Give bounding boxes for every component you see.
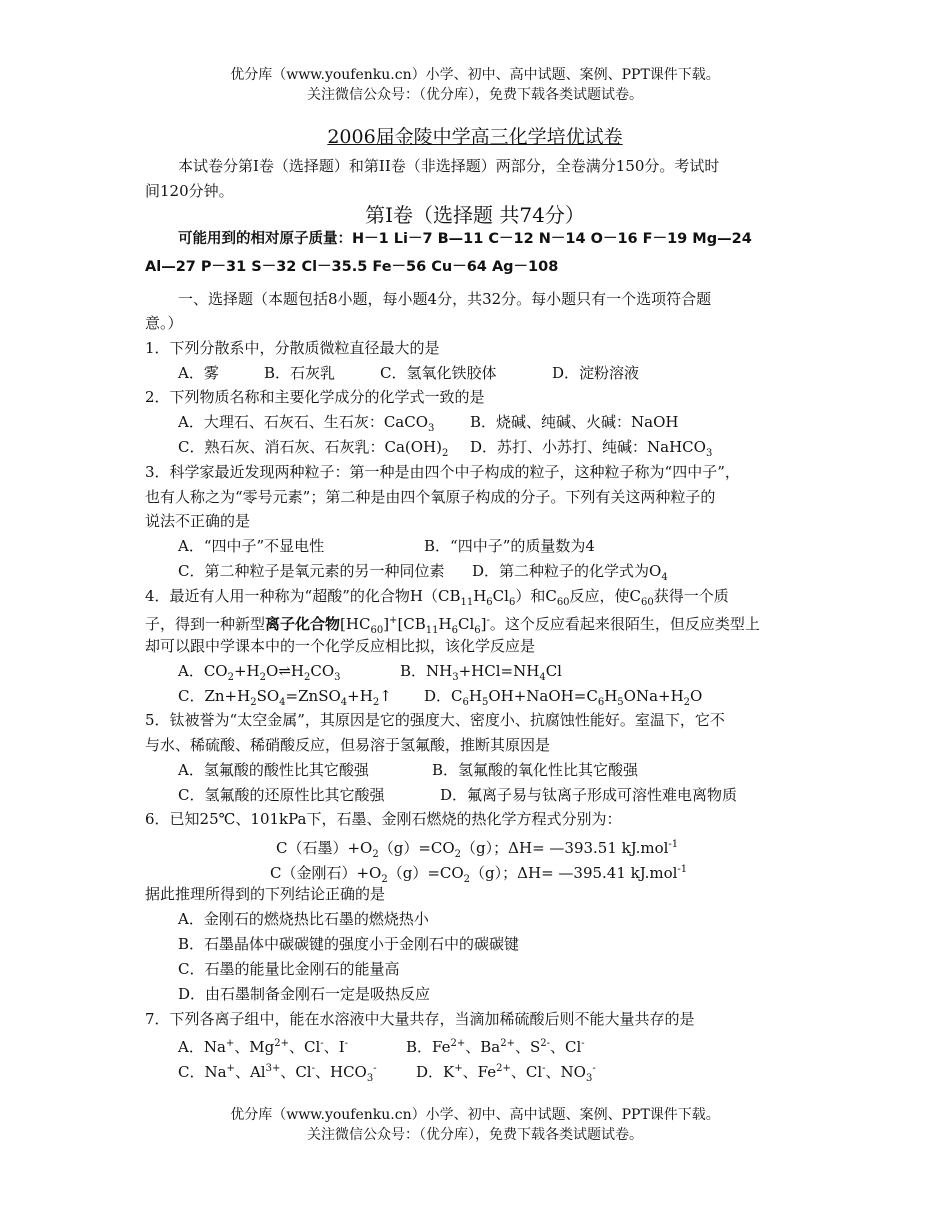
q4-stem-line-2: 子，得到一种新型离子化合物$[HC_{60}]^+[CB_{11}H_6Cl_6]^-$。这个反应看起来很陌生，但反应类型上 (145, 615, 760, 636)
q7-option-a: A．Na+、$Mg^{2+}$、Cl-、I- (178, 1038, 349, 1056)
q5-option-a: A．氢氟酸的酸性比其它酸强 (178, 761, 369, 779)
q7-option-b: B．$Fe^{2+}$、$Ba^{2+}$、$S^{2-}$、Cl- (406, 1038, 585, 1056)
q4-option-b: B．$NH_3+HCl=NH_4Cl$ (400, 662, 562, 683)
section-1-heading-line-2: 意。） (145, 314, 183, 332)
q5-stem-line-2: 与水、稀硫酸、稀硝酸反应，但易溶于氢氟酸，推断其原因是 (145, 736, 551, 754)
q6-option-c: C．石墨的能量比金刚石的能量高 (178, 960, 400, 978)
volume-1-heading: 第Ⅰ卷（选择题 共74分） (365, 203, 585, 227)
q3-stem-line-2: 也有人称之为“零号元素”；第二种是由四个氧原子构成的分子。下列有关这两种粒子的 (145, 488, 716, 506)
q2-option-d: D．苏打、小苏打、纯碱：NaHCO$_3$ (470, 438, 713, 459)
page-title: 2006届金陵中学高三化学培优试卷 (327, 126, 623, 148)
header-line-1: 优分库（www.youfenku.cn）小学、初中、高中试题、案例、PPT课件下载。 (230, 67, 720, 83)
q3-option-b: B．“四中子”的质量数为4 (424, 537, 595, 555)
q3-option-d: D．第二种粒子的化学式为$O_4$ (472, 562, 668, 583)
atomic-mass-line-1: 可能用到的相对原子质量：H－1 Li－7 B—11 C－12 N－14 O－16 F－19 Mg—24 (178, 231, 752, 247)
intro-line-1: 本试卷分第I卷（选择题）和第II卷（非选择题）两部分，全卷满分150分。考试时 (178, 157, 720, 175)
q1-option-b: B．石灰乳 (264, 364, 336, 382)
q3-option-a: A．“四中子”不显电性 (178, 537, 325, 555)
intro-line-2: 间120分钟。 (145, 182, 234, 200)
q7-option-d: D．K+、$Fe^{2+}$、Cl-、$NO_3^-$ (416, 1063, 596, 1084)
q5-option-d: D．氟离子易与钛离子形成可溶性难电离物质 (440, 786, 738, 804)
q6-option-b: B．石墨晶体中碳碳键的强度小于金刚石中的碳碳键 (178, 935, 520, 953)
q6-option-a: A．金刚石的燃烧热比石墨的燃烧热小 (178, 910, 429, 928)
q4-option-a: A．$CO_2+H_2O\rightleftharpoons H_2CO_3$ (178, 662, 341, 683)
q2-stem: 2．下列物质名称和主要化学成分的化学式一致的是 (145, 388, 485, 406)
header-line-2: 关注微信公众号：（优分库），免费下载各类试题试卷。 (307, 87, 643, 103)
q3-option-c: C．第二种粒子是氧元素的另一种同位素 (178, 562, 445, 580)
q2-option-b: B．烧碱、纯碱、火碱：NaOH (470, 413, 679, 431)
q4-option-d: D．$C_6H_5OH+NaOH=C_6H_5ONa+H_2O$ (424, 687, 703, 708)
footer-line-2: 关注微信公众号：（优分库），免费下载各类试题试卷。 (307, 1127, 643, 1143)
q4-stem-line-3: 却可以跟中学课本中的一个化学反应相比拟，该化学反应是 (145, 637, 536, 655)
q7-option-c: C．Na+、$Al^{3+}$、Cl-、$HCO_3^-$ (178, 1063, 377, 1084)
q6-equation-graphite: C（石墨）$+O_2(g)=CO_2(g)$；ΔH= —393.51 kJ.mol$^{-1}$ (276, 839, 679, 860)
q1-stem: 1．下列分散系中，分散质微粒直径最大的是 (145, 339, 440, 357)
q5-stem-line-1: 5．钛被誉为“太空金属”，其原因是它的强度大、密度小、抗腐蚀性能好。室温下，它不 (145, 711, 725, 729)
q1-option-c: C．氢氧化铁胶体 (380, 364, 497, 382)
q5-option-c: C．氢氟酸的还原性比其它酸强 (178, 786, 385, 804)
q3-stem-line-3: 说法不正确的是 (145, 512, 251, 530)
q4-stem-line-1: 4．最近有人用一种称为“超酸”的化合物$H(CB_{11}H_6Cl_6)$和$C_{60}$反应，使$C_{60}$获得一个质 (145, 587, 729, 608)
q6-option-d: D．由石墨制备金刚石一定是吸热反应 (178, 985, 431, 1003)
footer-line-1: 优分库（www.youfenku.cn）小学、初中、高中试题、案例、PPT课件下载。 (230, 1107, 720, 1123)
q5-option-b: B．氢氟酸的氧化性比其它酸强 (432, 761, 639, 779)
q2-option-c: C．熟石灰、消石灰、石灰乳：$Ca(OH)_2$ (178, 438, 449, 459)
q6-stem: 6．已知25℃、101kPa下，石墨、金刚石燃烧的热化学方程式分别为： (145, 810, 622, 828)
section-1-heading-line-1: 一、选择题（本题包括8小题，每小题4分，共32分。每小题只有一个选项符合题 (178, 290, 712, 308)
q3-stem-line-1: 3．科学家最近发现两种粒子：第一种是由四个中子构成的粒子，这种粒子称为“四中子”， (145, 463, 740, 481)
q7-stem: 7．下列各离子组中，能在水溶液中大量共存，当滴加稀硫酸后则不能大量共存的是 (145, 1010, 695, 1028)
q6-equation-diamond: C（金刚石）$+O_2(g)=CO_2(g)$；ΔH= —395.41 kJ.mol$^{-1}$ (270, 864, 688, 885)
q4-option-c: C．$Zn+H_2SO_4=ZnSO_4+H_2↑$ (178, 687, 392, 708)
q1-option-d: D．淀粉溶液 (552, 364, 640, 382)
q6-conclusion-stem: 据此推理所得到的下列结论正确的是 (145, 885, 386, 903)
q2-option-a: A．大理石、石灰石、生石灰：CaCO$_3$ (178, 413, 435, 434)
q1-option-a: A．雾 (178, 364, 219, 382)
atomic-mass-line-2: Al—27 P－31 S－32 Cl－35.5 Fe－56 Cu－64 Ag－108 (145, 259, 559, 275)
